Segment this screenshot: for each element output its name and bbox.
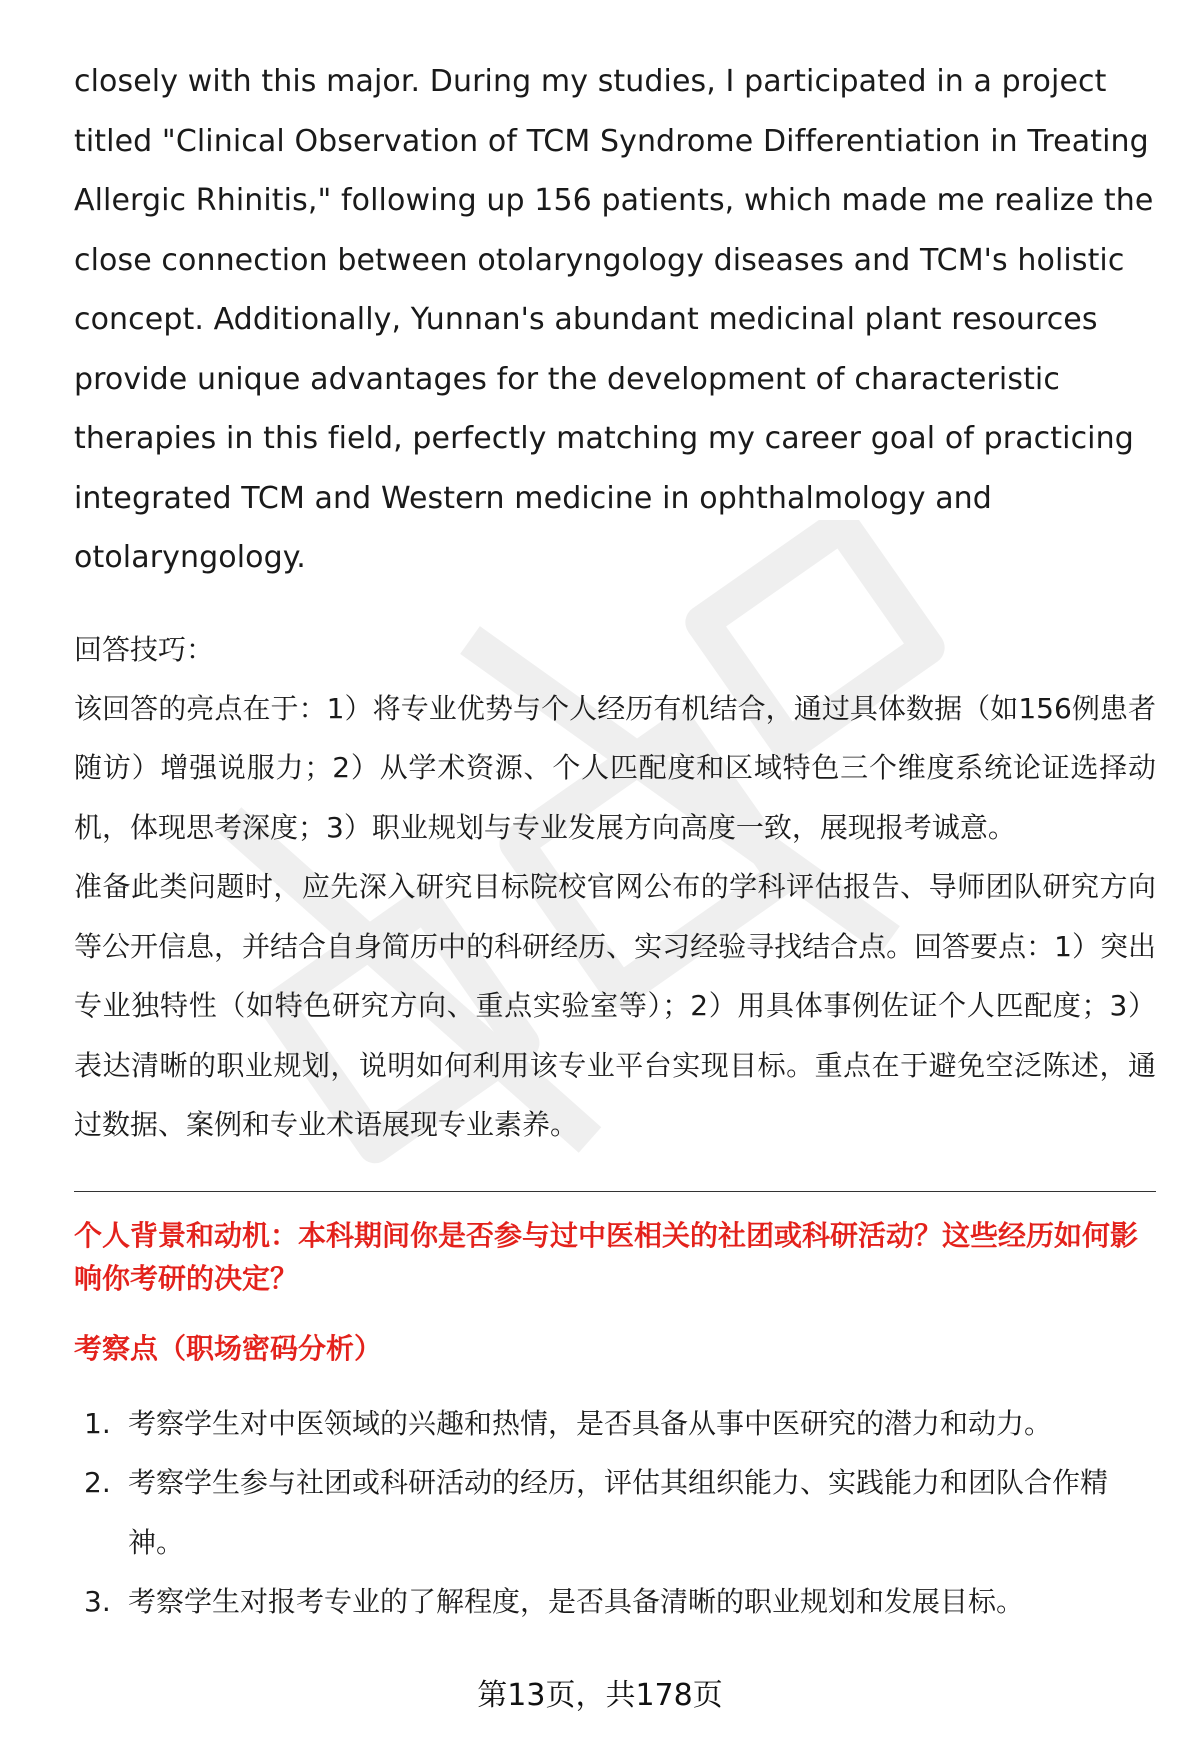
main-content xyxy=(74,52,1156,1632)
list-item-text: 考察学生参与社团或科研活动的经历，评估其组织能力、实践能力和团队合作精神。 xyxy=(128,1466,1109,1559)
tips-heading: 回答技巧： xyxy=(74,632,215,666)
english-answer-paragraph: closely with this major. During my studies, I participated in a project titled "Clinical Observation of TCM Syndrome Differentiation in Treating Allergic Rhinitis," following up 156 patients, which made me realize the close connection between otolaryngology diseases and TCM's holistic concept. Additionally, Yunnan's abundant medicinal plant resources provide unique advantages for the development of characteristic therapies in this field, perfectly matching my career goal of practicing integrated TCM and Western medicine in ophthalmology and otolaryngology. xyxy=(74,64,1154,575)
question-heading: 个人背景和动机：本科期间你是否参与过中医相关的社团或科研活动？这些经历如何影响你考研的决定？ xyxy=(74,1218,1139,1295)
list-item xyxy=(74,1453,1156,1572)
assessment-points-list xyxy=(74,1394,1156,1632)
tips-paragraph-preparation: 准备此类问题时，应先深入研究目标院校官网公布的学科评估报告、导师团队研究方向等公开信息，并结合自身简历中的科研经历、实习经验寻找结合点。回答要点：1）突出专业独特性（如特色研究方向、重点实验室等）；2）用具体事例佐证个人匹配度；3）表达清晰的职业规划，说明如何利用该专业平台实现目标。重点在于避免空泛陈述，通过数据、案例和专业术语展现专业素养。 xyxy=(74,870,1156,1141)
assessment-points-heading: 考察点（职场密码分析） xyxy=(74,1331,383,1365)
list-item-number: 1. xyxy=(84,1406,111,1440)
tips-paragraph-highlights: 该回答的亮点在于：1）将专业优势与个人经历有机结合，通过具体数据（如156例患者随访）增强说服力；2）从学术资源、个人匹配度和区域特色三个维度系统论证选择动机，体现思考深度；3）职业规划与专业发展方向高度一致，展现报考诚意。 xyxy=(74,691,1156,844)
list-item-text: 考察学生对报考专业的了解程度，是否具备清晰的职业规划和发展目标。 xyxy=(128,1585,1025,1618)
list-item xyxy=(74,1572,1156,1632)
list-item-text: 考察学生对中医领域的兴趣和热情，是否具备从事中医研究的潜力和动力。 xyxy=(128,1406,1053,1440)
list-item xyxy=(74,1394,1156,1454)
list-item-number: 3. xyxy=(84,1585,111,1618)
section-divider xyxy=(74,1191,1156,1192)
list-item-number: 2. xyxy=(84,1466,111,1499)
page-number-footer: 第13页，共178页 xyxy=(477,1678,723,1713)
